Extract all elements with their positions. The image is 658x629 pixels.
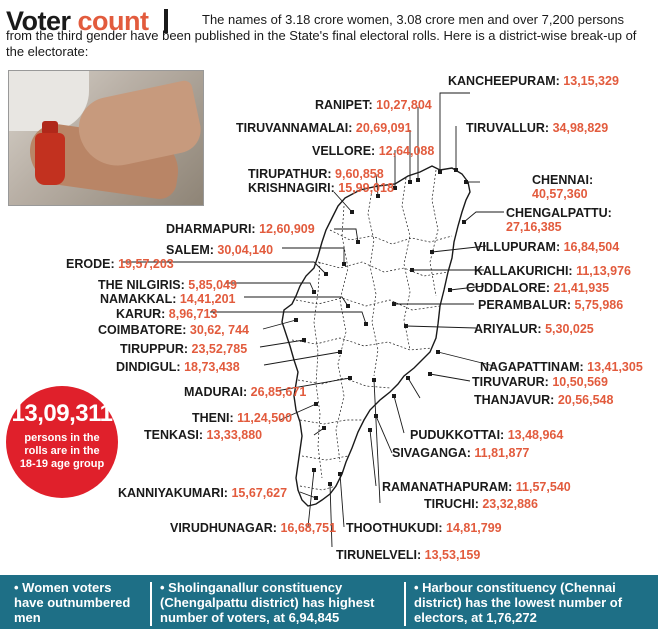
district-label xyxy=(466,121,608,135)
district-voter-count: 20,69,091 xyxy=(355,121,412,135)
district-label xyxy=(248,167,384,181)
district-voter-count: 13,33,880 xyxy=(206,428,263,442)
fact-highest-constituency: • Sholinganallur constituency (Chengalpattu district) has highest number of voters, at 6,94,845 xyxy=(160,580,375,625)
district-label xyxy=(472,375,608,389)
district-voter-count: 34,98,829 xyxy=(552,121,609,135)
district-label xyxy=(478,298,623,312)
district-name: VELLORE: xyxy=(312,144,376,158)
district-voter-count: 19,57,203 xyxy=(118,257,174,271)
district-voter-count: 11,13,976 xyxy=(576,264,632,278)
district-label xyxy=(410,428,563,442)
district-name: RAMANATHAPURAM: xyxy=(382,480,513,494)
district-voter-count: 16,84,504 xyxy=(563,240,620,254)
district-label xyxy=(98,278,237,292)
district-label xyxy=(120,342,247,356)
district-label xyxy=(184,385,306,399)
badge-text: persons in the rolls are in the 18-19 age group xyxy=(19,432,105,470)
intro-text: The names of 3.18 crore women, 3.08 crore men and over 7,200 persons from the third gender have been published in the State's final electoral rolls. Here is a district-wise break-up of the electorate: xyxy=(6,12,637,59)
district-label xyxy=(346,521,502,535)
district-label xyxy=(236,121,412,135)
district-name: THENI: xyxy=(192,411,234,425)
district-voter-count: 5,85,049 xyxy=(188,278,237,292)
district-label xyxy=(116,307,217,321)
district-voter-count: 10,50,569 xyxy=(552,375,608,389)
district-name: TIRUPPUR: xyxy=(120,342,189,356)
district-name: TIRUPATHUR: xyxy=(248,167,332,181)
district-voter-count: 9,60,858 xyxy=(335,167,384,181)
district-name: SIVAGANGA: xyxy=(392,446,471,460)
district-name: TIRUCHI: xyxy=(424,497,479,511)
district-label xyxy=(166,243,273,257)
district-name: CHENNAI: xyxy=(532,173,594,187)
district-voter-count: 13,41,305 xyxy=(587,360,643,374)
district-label xyxy=(192,411,292,425)
district-name: TIRUNELVELI: xyxy=(336,548,422,562)
district-voter-count: 21,41,935 xyxy=(553,281,610,295)
district-label xyxy=(474,322,594,336)
district-name: THOOTHUKUDI: xyxy=(346,521,443,535)
district-name: TIRUVARUR: xyxy=(472,375,549,389)
badge-number: 13,09,311 xyxy=(11,400,113,427)
district-name: KRISHNAGIRI: xyxy=(248,181,335,195)
district-name: KANNIYAKUMARI: xyxy=(118,486,228,500)
district-name: RANIPET: xyxy=(315,98,373,112)
district-name: TIRUVANNAMALAI: xyxy=(236,121,353,135)
fact-lowest-constituency: • Harbour constituency (Chennai district) has the lowest number of electors, at 1,76,272 xyxy=(414,580,623,625)
district-voter-count: 27,16,385 xyxy=(506,220,562,234)
district-label xyxy=(424,497,538,511)
district-name: TENKASI: xyxy=(144,428,204,442)
district-voter-count: 23,52,785 xyxy=(191,342,248,356)
district-label xyxy=(118,486,287,500)
district-name: ARIYALUR: xyxy=(474,322,542,336)
district-label xyxy=(312,144,434,158)
district-label xyxy=(506,206,612,234)
district-voter-count: 18,73,438 xyxy=(184,360,240,374)
district-voter-count: 15,99,018 xyxy=(338,181,394,195)
district-name: TIRUVALLUR: xyxy=(466,121,550,135)
district-voter-count: 5,75,986 xyxy=(574,298,624,312)
district-name: VIRUDHUNAGAR: xyxy=(170,521,277,535)
district-name: VILLUPURAM: xyxy=(474,240,561,254)
district-voter-count: 11,57,540 xyxy=(515,480,571,494)
district-voter-count: 20,56,548 xyxy=(557,393,614,407)
district-name: THE NILGIRIS: xyxy=(98,278,185,292)
fact-women: • Women voters have outnumbered men xyxy=(14,580,131,625)
district-label xyxy=(98,323,249,337)
title-word-voter: Voter xyxy=(6,6,71,36)
title-word-count: count xyxy=(77,6,149,36)
district-name: KARUR: xyxy=(116,307,166,321)
district-label xyxy=(170,521,336,535)
district-label xyxy=(474,393,613,407)
district-label xyxy=(474,240,619,254)
district-name: KALLAKURICHI: xyxy=(474,264,573,278)
district-voter-count: 14,41,201 xyxy=(179,292,236,306)
district-name: SALEM: xyxy=(166,243,214,257)
district-name: MADURAI: xyxy=(184,385,248,399)
district-label xyxy=(100,292,235,306)
district-voter-count: 14,81,799 xyxy=(446,521,502,535)
district-voter-count: 23,32,886 xyxy=(482,497,538,511)
footer-divider xyxy=(150,582,152,626)
district-label xyxy=(382,480,571,494)
district-label xyxy=(166,222,315,236)
district-voter-count: 15,67,627 xyxy=(231,486,288,500)
district-label xyxy=(116,360,240,374)
district-name: KANCHEEPURAM: xyxy=(448,74,560,88)
district-label xyxy=(474,264,631,278)
district-voter-count: 30,62, 744 xyxy=(189,323,249,337)
district-voter-count: 13,53,159 xyxy=(424,548,481,562)
district-voter-count: 12,60,909 xyxy=(259,222,315,236)
district-name: DINDIGUL: xyxy=(116,360,181,374)
district-label xyxy=(248,181,394,195)
district-name: CHENGALPATTU: xyxy=(506,206,612,220)
district-voter-count: 8,96,713 xyxy=(168,307,218,321)
district-voter-count: 5,30,025 xyxy=(545,322,594,336)
district-voter-count: 16,68,751 xyxy=(280,521,337,535)
district-name: PERAMBALUR: xyxy=(478,298,572,312)
district-name: CUDDALORE: xyxy=(466,281,551,295)
district-voter-count: 40,57,360 xyxy=(532,187,588,201)
district-label xyxy=(315,98,432,112)
district-label xyxy=(336,548,480,562)
district-label xyxy=(448,74,619,88)
district-voter-count: 11,81,877 xyxy=(474,446,530,460)
district-voter-count: 13,15,329 xyxy=(563,74,619,88)
district-name: DHARMAPURI: xyxy=(166,222,256,236)
district-name: NAMAKKAL: xyxy=(100,292,177,306)
footer-facts xyxy=(0,575,658,629)
district-name: THANJAVUR: xyxy=(474,393,555,407)
district-label xyxy=(66,257,174,271)
footer-divider xyxy=(404,582,406,626)
district-name: NAGAPATTINAM: xyxy=(480,360,584,374)
district-name: PUDUKKOTTAI: xyxy=(410,428,505,442)
district-voter-count: 11,24,500 xyxy=(237,411,293,425)
district-label xyxy=(532,173,593,201)
first-time-voters-badge xyxy=(6,386,118,498)
district-voter-count: 10,27,804 xyxy=(376,98,432,112)
district-voter-count: 13,48,964 xyxy=(507,428,564,442)
district-voter-count: 26,85,671 xyxy=(250,385,307,399)
district-label xyxy=(466,281,609,295)
district-voter-count: 12,64,088 xyxy=(378,144,435,158)
district-label xyxy=(480,360,643,374)
district-label xyxy=(392,446,529,460)
district-voter-count: 30,04,140 xyxy=(217,243,274,257)
district-name: ERODE: xyxy=(66,257,115,271)
district-label xyxy=(144,428,262,442)
district-name: COIMBATORE: xyxy=(98,323,187,337)
